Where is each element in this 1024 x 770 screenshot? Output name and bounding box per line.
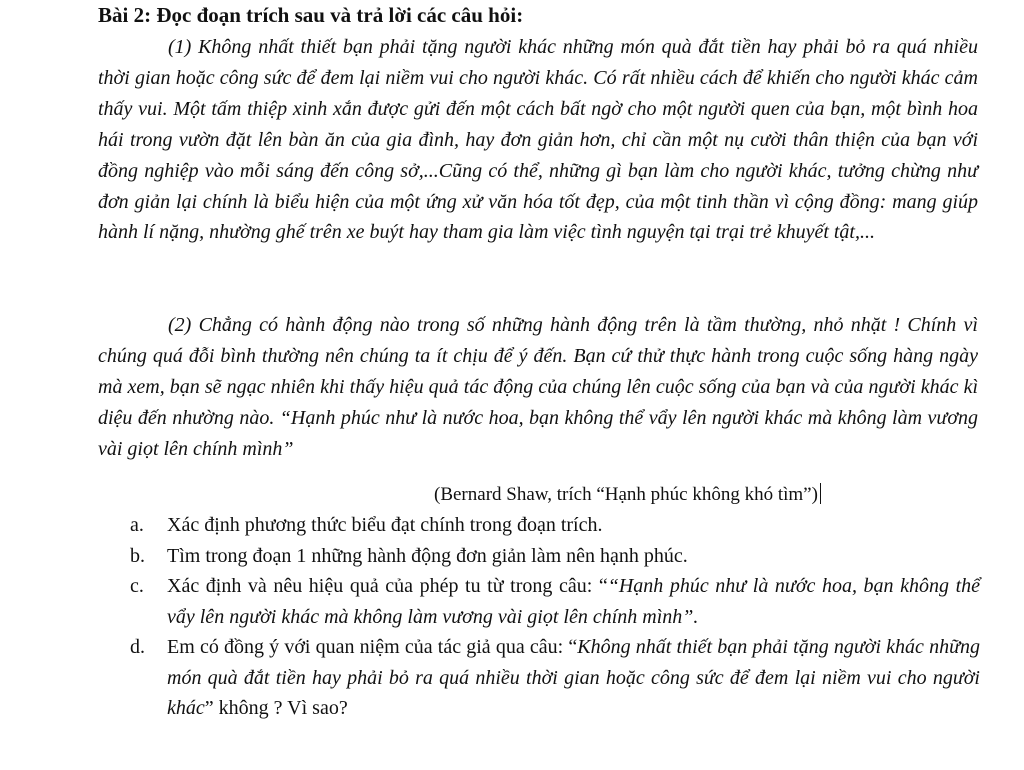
question-c bbox=[130, 571, 980, 632]
exercise-title: Bài 2: Đọc đoạn trích sau và trả lời các câu hỏi: bbox=[98, 3, 524, 27]
question-text-wrapper bbox=[167, 632, 980, 724]
question-d bbox=[130, 632, 980, 724]
question-label: a. bbox=[130, 514, 144, 536]
question-text: Xác định và nêu hiệu quả của phép tu từ trong câu: “ bbox=[167, 575, 608, 597]
text-cursor bbox=[820, 483, 821, 504]
question-quote: “Hạnh phúc như là nước hoa, bạn không thể vẩy lên người khác mà không làm vương vài giọt lên chính mình”. bbox=[167, 575, 980, 628]
passage-paragraph-2: (2) Chẳng có hành động nào trong số những hành động trên là tầm thường, nhỏ nhặt ! Chính vì chúng quá đỗi bình thường nên chúng ta ít chịu để ý đến. Bạn cứ thử thực hành trong cuộc sống hàng ngày mà xem, bạn sẽ ngạc nhiên khi thấy hiệu quả tác động của chúng lên cuộc sống của bạn và của người khác kì diệu đến nhường nào. “Hạnh phúc như là nước hoa, bạn không thể vẩy lên người khác mà không làm vương vài giọt lên chính mình” bbox=[98, 314, 978, 460]
question-text-wrapper bbox=[167, 571, 980, 632]
passage-paragraph-1: (1) Không nhất thiết bạn phải tặng người khác những món quà đắt tiền hay phải bỏ ra quá nhiều thời gian hoặc công sức để đem lại niềm vui cho người khác. Có rất nhiều cách để khiến cho người khác cảm thấy vui. Một tấm thiệp xinh xắn được gửi đến một cách bất ngờ cho một người quen của bạn, một bình hoa hái trong vườn đặt lên bàn ăn của gia đình, hay đơn giản hơn, chỉ cần một nụ cười thân thiện của bạn với đồng nghiệp vào mỗi sáng đến công sở,...Cũng có thể, những gì bạn làm cho người khác, tưởng chừng như đơn giản lại chính là biểu hiện của một ứng xử văn hóa tốt đẹp, của một tinh thần vì cộng đồng: mang giúp hành lí nặng, nhường ghế trên xe buýt hay tham gia làm việc tình nguyện tại trại trẻ khuyết tật,... bbox=[98, 36, 978, 244]
question-tail: ” không ? Vì sao? bbox=[204, 697, 348, 719]
question-quote: Không nhất thiết bạn phải tặng người khác những món quà đắt tiền hay phải bỏ ra quá nhiều thời gian hoặc công sức để đem lại niềm vui cho người khác bbox=[167, 636, 981, 719]
question-list bbox=[130, 510, 980, 724]
question-text: Tìm trong đoạn 1 những hành động đơn giản làm nên hạnh phúc. bbox=[167, 544, 688, 567]
question-label: b. bbox=[130, 544, 145, 567]
question-label: d. bbox=[130, 636, 145, 658]
question-text: Xác định phương thức biểu đạt chính trong đoạn trích. bbox=[167, 514, 603, 536]
source-text: (Bernard Shaw, trích “Hạnh phúc không khó tìm”) bbox=[434, 484, 818, 505]
question-label: c. bbox=[130, 575, 144, 597]
question-text: Em có đồng ý với quan niệm của tác giả qua câu: “ bbox=[167, 636, 578, 658]
question-b bbox=[130, 541, 980, 572]
source-citation bbox=[434, 483, 821, 506]
question-a bbox=[130, 510, 980, 541]
